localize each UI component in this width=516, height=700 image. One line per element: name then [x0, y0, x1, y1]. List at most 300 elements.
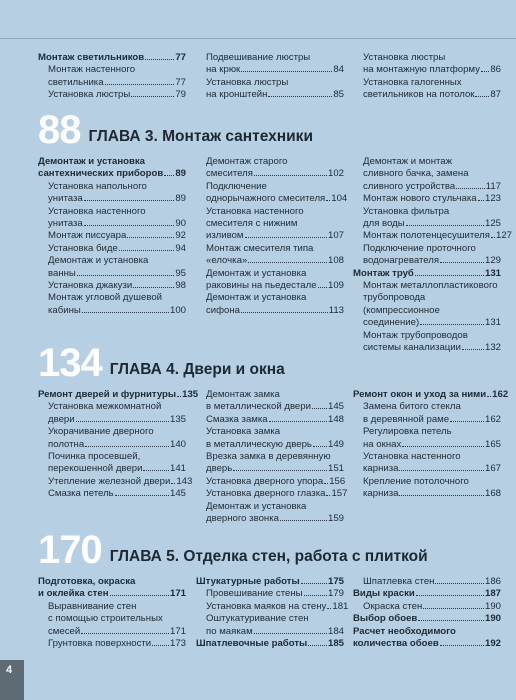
toc-page-number: 148	[327, 413, 344, 425]
toc-entry-line: Монтаж светильников	[38, 52, 145, 63]
leader-dots	[304, 595, 327, 596]
toc-entry-line: Утепление железной двери	[48, 475, 171, 487]
leader-dots	[415, 275, 484, 276]
toc-entry[interactable]	[363, 206, 501, 231]
toc-entry[interactable]	[363, 193, 501, 205]
toc-page-number: 113	[328, 304, 344, 316]
toc-entry[interactable]	[363, 601, 501, 613]
toc-entry-line: сливного бачка, замена	[363, 168, 469, 180]
toc-entry-line: Подготовка, окраска	[38, 576, 136, 587]
toc-entry[interactable]	[48, 451, 186, 476]
leader-dots	[399, 495, 484, 496]
toc-entry-line: Крепление потолочного	[363, 475, 469, 487]
toc-page-number: 171	[169, 588, 186, 600]
toc-entry[interactable]	[363, 230, 512, 242]
toc-page-number: 87	[490, 89, 501, 101]
toc-entry-line: Смазка замка	[206, 413, 268, 425]
toc-page-number: 107	[327, 230, 344, 242]
toc-entry-line: Ремонт дверей и фурнитуры	[38, 389, 177, 400]
toc-page-number: 190	[484, 613, 501, 625]
toc-page-number: 187	[484, 588, 501, 600]
toc-entry[interactable]	[206, 206, 344, 243]
toc-entry-line: Выбор обоев	[353, 613, 418, 625]
toc-entry[interactable]	[48, 255, 186, 280]
leader-dots	[478, 200, 484, 201]
toc-entry-line: Монтаж труб	[353, 267, 414, 279]
toc-entry-line: унитаза	[48, 193, 83, 205]
toc-page-number: 186	[484, 576, 501, 587]
toc-entry-line: Монтаж писсуара	[48, 230, 127, 242]
leader-dots	[326, 495, 330, 496]
toc-entry-line: Установка настенного	[206, 205, 304, 217]
toc-page-number: 190	[484, 600, 501, 612]
toc-page-number: 100	[169, 304, 186, 316]
toc-entry-line: смесителя с нижним	[206, 218, 298, 230]
toc-entry[interactable]	[363, 280, 501, 330]
leader-dots	[418, 620, 484, 621]
chapter-page-number: 170	[38, 528, 102, 572]
leader-dots	[145, 59, 174, 60]
toc-entry[interactable]	[363, 52, 501, 77]
toc-entry-line: Установка люстры	[363, 52, 446, 63]
leader-dots	[308, 645, 327, 646]
toc-col-s0-c1	[196, 52, 344, 102]
leader-dots	[423, 608, 484, 609]
leader-dots	[233, 470, 327, 471]
toc-entry[interactable]	[206, 613, 344, 638]
leader-dots	[241, 71, 332, 72]
toc-entry-line: Штукатурные работы	[196, 576, 300, 587]
toc-entry-line: сантехнических приборов	[38, 168, 164, 180]
page-number: 4	[6, 664, 13, 676]
leader-dots	[131, 96, 174, 97]
toc-entry[interactable]	[48, 426, 186, 451]
toc-col-s1-c1	[196, 156, 348, 317]
toc-entry[interactable]	[363, 451, 501, 476]
leader-dots	[402, 446, 484, 447]
toc-entry[interactable]	[48, 243, 186, 255]
toc-entry-line: Монтаж металлопластикового	[363, 280, 498, 292]
leader-dots	[152, 645, 169, 646]
toc-entry-line: в металлической двери	[206, 401, 311, 413]
toc-entry-line: карниза	[363, 488, 399, 500]
toc-entry-line: с помощью строительных	[48, 613, 163, 625]
leader-dots	[491, 237, 495, 238]
toc-entry-line: Грунтовка поверхности	[48, 638, 152, 650]
toc-page-number: 157	[331, 488, 348, 500]
toc-page-number: 102	[327, 168, 344, 180]
chapter-header-5	[38, 528, 428, 572]
toc-page-number: 85	[333, 89, 344, 101]
leader-dots	[84, 200, 175, 201]
leader-dots	[164, 175, 174, 176]
leader-dots	[254, 175, 327, 176]
page-number-tab	[0, 660, 24, 700]
toc-entry-line: светильников на потолок	[363, 89, 475, 101]
toc-page-number: 135	[169, 413, 186, 425]
toc-entry[interactable]	[48, 488, 186, 500]
toc-entry[interactable]	[363, 426, 501, 451]
toc-entry[interactable]	[48, 280, 186, 292]
toc-entry-line: дверь	[206, 463, 233, 475]
toc-entry-line: Окраска стен	[363, 600, 423, 612]
leader-dots	[324, 483, 328, 484]
toc-page-number: 125	[484, 218, 501, 230]
toc-entry-line: Шпатлевочные работы	[196, 638, 308, 650]
toc-entry-line: Укорачивание дверного	[48, 426, 154, 438]
toc-entry[interactable]	[206, 156, 344, 181]
toc-page-number: 192	[484, 638, 501, 650]
toc-col-s1-c0	[38, 156, 186, 317]
toc-page-number: 131	[484, 267, 501, 279]
toc-entry-line: двери	[48, 413, 75, 425]
toc-page-number: 167	[484, 463, 501, 475]
toc-entry-line: изливом	[206, 230, 244, 242]
toc-entry[interactable]	[48, 601, 186, 638]
toc-entry[interactable]	[353, 268, 501, 280]
toc-page-number: 77	[175, 52, 186, 63]
chapter-title: ГЛАВА 3. Монтаж сантехники	[88, 128, 313, 145]
toc-entry-line: по маякам	[206, 625, 253, 637]
toc-entry[interactable]	[206, 488, 348, 500]
toc-entry-line: трубопровода (компрессионное	[363, 292, 440, 316]
toc-entry[interactable]	[353, 613, 501, 625]
leader-dots	[462, 349, 484, 350]
toc-page-number: 168	[484, 488, 501, 500]
toc-entry-line: Установка маяков на стену	[206, 600, 327, 612]
toc-page-number: 179	[327, 588, 344, 600]
leader-dots	[171, 483, 175, 484]
toc-entry-line: Демонтаж и установка	[206, 292, 307, 304]
toc-entry[interactable]	[363, 576, 501, 588]
toc-entry[interactable]	[363, 77, 501, 102]
toc-entry[interactable]	[196, 576, 344, 588]
toc-entry-line: Установка джакузи	[48, 280, 133, 292]
toc-entry-line: Установка межкомнатной	[48, 401, 162, 413]
toc-entry-line: Установка настенного	[48, 205, 146, 217]
toc-page-number: 162	[484, 413, 501, 425]
toc-entry[interactable]	[48, 638, 186, 650]
leader-dots	[85, 446, 169, 447]
toc-page-number: 77	[175, 76, 186, 88]
toc-entry[interactable]	[206, 501, 344, 526]
leader-dots	[105, 84, 175, 85]
toc-entry-line: на кронштейн	[206, 89, 268, 101]
toc-entry-line: Шпатлевка стен	[363, 576, 435, 587]
toc-col-s1-c2	[353, 156, 512, 355]
leader-dots	[280, 520, 327, 521]
toc-entry-line: Ремонт окон и уход за ними	[353, 389, 487, 400]
leader-dots	[119, 250, 175, 251]
toc-entry-line: водонагревателя	[363, 255, 440, 267]
leader-dots	[326, 200, 330, 201]
toc-entry-line: Монтаж трубопроводов	[363, 329, 468, 341]
toc-entry-line: в металлическую дверь	[206, 438, 312, 450]
leader-dots	[245, 237, 327, 238]
toc-page-number: 86	[490, 64, 501, 76]
toc-page-number: 108	[327, 255, 344, 267]
toc-page-number: 131	[484, 317, 501, 329]
toc-entry-line: и оклейка стен	[38, 588, 109, 600]
toc-page-number: 89	[175, 168, 186, 180]
leader-dots	[143, 470, 169, 471]
toc-entry-line: на окнах	[363, 438, 402, 450]
toc-page-number: 109	[327, 280, 344, 292]
toc-page-number: 149	[327, 438, 344, 450]
toc-entry-line: раковины на пьедестале	[206, 280, 317, 292]
leader-dots	[416, 595, 484, 596]
toc-entry-line: Подключение проточного	[363, 242, 476, 254]
toc-page-number: 143	[176, 475, 193, 487]
leader-dots	[268, 96, 332, 97]
toc-page-number: 175	[327, 576, 344, 587]
toc-entry-line: Демонтаж и установка	[48, 255, 149, 267]
toc-entry[interactable]	[206, 451, 344, 476]
toc-page-number: 92	[175, 230, 186, 242]
toc-page-number: 129	[484, 255, 501, 267]
toc-page-number: 173	[169, 638, 186, 650]
toc-entry[interactable]	[206, 292, 344, 317]
toc-page-number: 123	[484, 193, 501, 205]
toc-entry-line: полотна	[48, 438, 85, 450]
toc-entry-line: на крюк	[206, 64, 241, 76]
leader-dots	[435, 583, 484, 584]
toc-page-number: 156	[329, 475, 346, 487]
toc-entry-line: на монтажную платформу	[363, 64, 480, 76]
toc-entry-line: перекошенной двери	[48, 463, 143, 475]
toc-entry[interactable]	[206, 268, 344, 293]
toc-entry[interactable]	[206, 77, 344, 102]
toc-page-number: 181	[332, 600, 349, 612]
toc-page-number: 104	[331, 193, 348, 205]
leader-dots	[248, 262, 327, 263]
leader-dots	[115, 495, 169, 496]
leader-dots	[312, 408, 327, 409]
leader-dots	[399, 470, 484, 471]
leader-dots	[82, 312, 169, 313]
toc-entry-line: Монтаж полотенцесушителя	[363, 230, 490, 242]
toc-page-number: 145	[327, 401, 344, 413]
toc-entry[interactable]	[363, 476, 501, 501]
chapter-page-number: 88	[38, 108, 81, 152]
toc-entry[interactable]	[363, 156, 501, 193]
toc-entry[interactable]	[48, 89, 186, 101]
toc-page-number: 159	[327, 513, 344, 525]
toc-entry-line: Смазка петель	[48, 488, 114, 500]
toc-entry-line: системы канализации	[363, 342, 462, 354]
toc-entry-line: кабины	[48, 304, 81, 316]
leader-dots	[254, 633, 327, 634]
toc-entry[interactable]	[206, 476, 344, 488]
toc-page-number: 127	[495, 230, 512, 242]
leader-dots	[318, 287, 327, 288]
toc-col-s2-c2	[353, 389, 509, 501]
toc-entry-line: Замена битого стекла	[363, 401, 461, 413]
leader-dots	[475, 96, 489, 97]
toc-entry-line: Установка люстры	[206, 76, 289, 88]
chapter-header-3	[38, 108, 313, 152]
toc-page-number: 162	[492, 389, 509, 400]
toc-entry[interactable]	[353, 626, 501, 651]
leader-dots	[177, 396, 181, 397]
toc-entry-line: ванны	[48, 267, 76, 279]
leader-dots	[406, 225, 484, 226]
leader-dots	[440, 262, 484, 263]
toc-entry-line: смесей	[48, 625, 81, 637]
toc-page-number: 135	[182, 389, 199, 400]
toc-entry-line: количества обоев	[353, 638, 439, 650]
toc-entry-line: Демонтаж и установка	[38, 156, 146, 167]
toc-entry-line: соединение)	[363, 317, 420, 329]
toc-page-number: 141	[169, 463, 186, 475]
toc-entry[interactable]	[206, 180, 348, 206]
toc-entry[interactable]	[353, 588, 501, 600]
toc-entry[interactable]	[363, 243, 501, 268]
toc-entry-line: Выравнивание стен	[48, 600, 137, 612]
toc-entry[interactable]	[48, 64, 186, 89]
toc-entry[interactable]	[353, 389, 509, 401]
toc-entry[interactable]	[48, 292, 186, 317]
toc-page-number: 98	[175, 280, 186, 292]
toc-page-number: 95	[175, 267, 186, 279]
toc-entry-line: Починка просевшей,	[48, 451, 141, 463]
toc-page-number: 185	[327, 638, 344, 650]
toc-entry-line: Врезка замка в деревянную	[206, 451, 331, 463]
toc-entry-line: Монтаж угловой душевой	[48, 292, 163, 304]
toc-entry[interactable]	[48, 401, 186, 426]
toc-entry-line: Установка биде	[48, 242, 118, 254]
toc-entry-line: «елочка»	[206, 255, 248, 267]
toc-col-s3-c0	[38, 576, 186, 650]
toc-entry-line: Виды краски	[353, 588, 415, 600]
toc-entry-line: Установка галогенных	[363, 76, 462, 88]
toc-entry-line: карниза	[363, 463, 399, 475]
toc-entry-line: сливного устройства	[363, 180, 456, 192]
toc-entry-line: Демонтаж и монтаж	[363, 156, 453, 167]
toc-entry-line: Провешивание стены	[206, 588, 303, 600]
toc-entry[interactable]	[196, 638, 344, 650]
toc-entry-line: Подключение	[206, 180, 267, 192]
toc-col-s2-c0	[38, 389, 199, 501]
toc-page-number: 151	[327, 463, 344, 475]
toc-entry-line: Установка дверного глазка	[206, 488, 326, 500]
toc-col-s0-c0	[38, 52, 186, 102]
toc-entry-line: Установка настенного	[363, 451, 461, 463]
toc-page-number: 184	[327, 625, 344, 637]
toc-entry-line: однорычажного смесителя	[206, 193, 326, 205]
toc-entry-line: Установка дверного упора	[206, 475, 324, 487]
toc-entry-line: Монтаж нового стульчака	[363, 193, 477, 205]
leader-dots	[81, 633, 169, 634]
leader-dots	[313, 446, 327, 447]
toc-page-number: 165	[484, 438, 501, 450]
leader-dots	[487, 396, 491, 397]
toc-entry-line: Установка люстры	[48, 89, 131, 101]
leader-dots	[241, 312, 328, 313]
toc-entry[interactable]	[48, 230, 186, 242]
toc-page-number: 90	[175, 218, 186, 230]
leader-dots	[77, 275, 175, 276]
toc-entry[interactable]	[48, 206, 186, 231]
toc-entry-line: Подвешивание люстры	[206, 52, 311, 63]
leader-dots	[440, 645, 484, 646]
chapter-title: ГЛАВА 5. Отделка стен, работа с плиткой	[109, 548, 428, 565]
toc-entry-line: Монтаж настенного	[48, 64, 136, 76]
toc-entry[interactable]	[206, 389, 344, 414]
toc-page-number: 94	[175, 242, 186, 254]
toc-entry[interactable]	[38, 576, 186, 601]
toc-col-s3-c2	[353, 576, 501, 650]
leader-dots	[127, 237, 174, 238]
toc-entry[interactable]	[38, 389, 199, 401]
toc-entry-line: смесителя	[206, 168, 253, 180]
toc-entry-line: Установка напольного	[48, 180, 147, 192]
top-rule	[0, 38, 516, 39]
toc-entry[interactable]	[206, 588, 344, 600]
leader-dots	[110, 595, 169, 596]
leader-dots	[481, 71, 489, 72]
toc-entry-line: Расчет необходимого	[353, 625, 456, 637]
toc-entry[interactable]	[48, 181, 186, 206]
leader-dots	[84, 225, 175, 226]
toc-col-s0-c2	[353, 52, 501, 102]
toc-entry[interactable]	[206, 52, 344, 77]
toc-entry[interactable]	[38, 156, 186, 181]
toc-entry[interactable]	[48, 475, 193, 488]
toc-col-s2-c1	[196, 389, 348, 525]
toc-page-number: 117	[485, 180, 501, 192]
toc-entry-line: дверного звонка	[206, 513, 279, 525]
toc-entry[interactable]	[206, 600, 349, 613]
toc-entry-line: Установка замка	[206, 426, 281, 438]
toc-entry-line: Демонтаж старого	[206, 156, 288, 167]
toc-page-number: 140	[169, 438, 186, 450]
toc-entry-line: Демонтаж и установка	[206, 267, 307, 279]
toc-entry[interactable]	[206, 243, 344, 268]
leader-dots	[301, 583, 327, 584]
toc-entry-line: Монтаж смесителя типа	[206, 242, 314, 254]
leader-dots	[327, 608, 331, 609]
toc-col-s3-c1	[196, 576, 349, 650]
toc-entry-line: Регулировка петель	[363, 426, 452, 438]
toc-entry[interactable]	[38, 52, 186, 64]
leader-dots	[450, 421, 484, 422]
toc-entry-line: Установка фильтра	[363, 205, 450, 217]
toc-entry[interactable]	[363, 330, 501, 355]
toc-page-number: 84	[333, 64, 344, 76]
leader-dots	[133, 287, 174, 288]
toc-page-number: 132	[484, 342, 501, 354]
leader-dots	[269, 421, 327, 422]
toc-entry-line: Оштукатуривание стен	[206, 613, 309, 625]
chapter-title: ГЛАВА 4. Двери и окна	[109, 361, 285, 378]
chapter-page-number: 134	[38, 341, 102, 385]
toc-page-number: 79	[175, 89, 186, 101]
toc-entry-line: унитаза	[48, 218, 83, 230]
toc-page-number: 171	[169, 625, 186, 637]
toc-entry[interactable]	[363, 401, 501, 426]
leader-dots	[76, 421, 169, 422]
toc-entry-line: для воды	[363, 218, 405, 230]
leader-dots	[456, 188, 485, 189]
leader-dots	[420, 324, 484, 325]
toc-entry-line: Демонтаж и установка	[206, 500, 307, 512]
toc-page-number: 145	[169, 488, 186, 500]
toc-entry-line: Демонтаж замка	[206, 389, 280, 400]
toc-entry[interactable]	[206, 426, 344, 451]
toc-entry[interactable]	[206, 414, 344, 426]
toc-page-number: 89	[175, 193, 186, 205]
